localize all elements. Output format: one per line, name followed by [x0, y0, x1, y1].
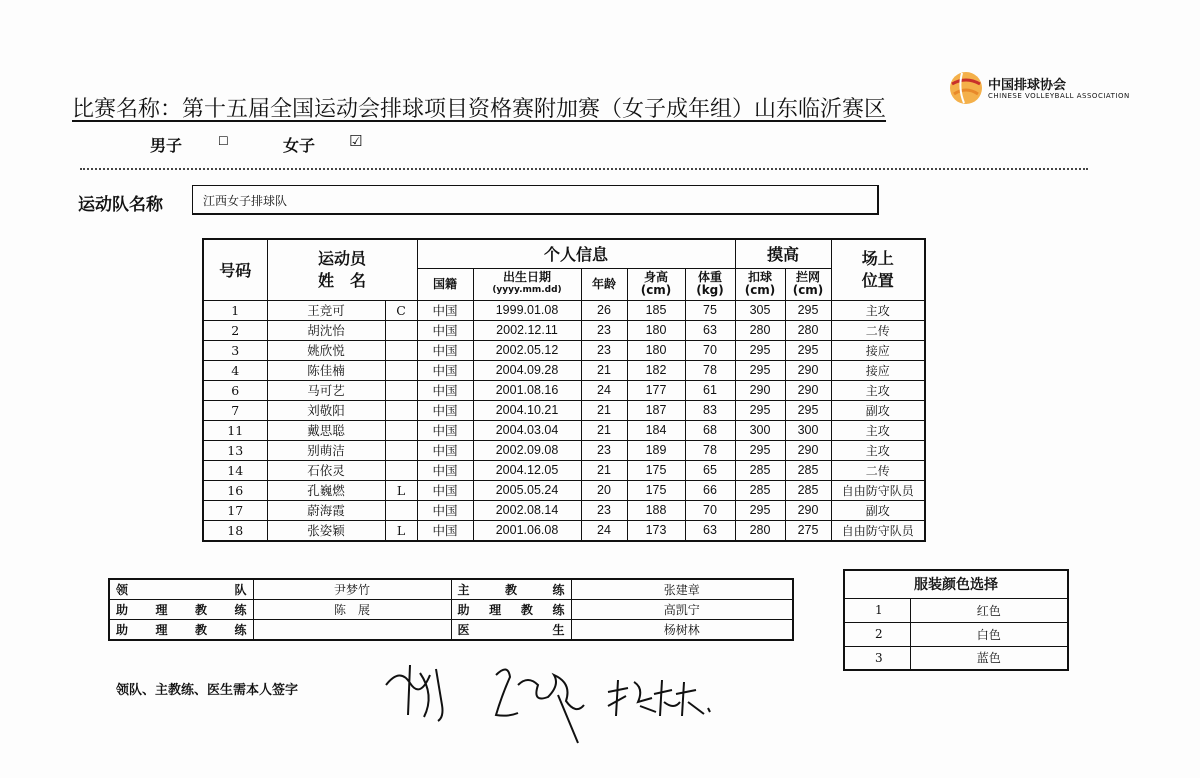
player-block-cell: 290	[785, 440, 831, 460]
player-mark-cell	[385, 500, 417, 520]
player-birth-cell: 2002.05.12	[473, 340, 581, 360]
staff-table	[108, 578, 794, 641]
player-weight-cell: 61	[685, 380, 735, 400]
player-row	[203, 380, 925, 400]
staff-row	[109, 579, 793, 600]
header-nationality: 国籍	[417, 268, 473, 300]
player-nationality-cell: 中国	[417, 320, 473, 340]
player-height-cell: 184	[627, 420, 685, 440]
header-height-unit: (cm)	[640, 283, 672, 297]
staff-row	[109, 620, 793, 641]
player-age-cell: 23	[581, 500, 627, 520]
male-checkbox[interactable]: ☐	[218, 134, 229, 148]
player-nationality-cell: 中国	[417, 500, 473, 520]
player-spike-cell: 305	[735, 300, 785, 320]
header-block	[785, 268, 831, 300]
player-number-cell: 2	[203, 320, 267, 340]
player-row	[203, 340, 925, 360]
player-name-cell: 刘敬阳	[267, 400, 385, 420]
player-mark-cell	[385, 460, 417, 480]
staff-role-right-cell: 主教练	[451, 579, 571, 600]
staff-name-left-cell	[253, 620, 451, 641]
player-height-cell: 189	[627, 440, 685, 460]
player-age-cell: 23	[581, 440, 627, 460]
player-age-cell: 24	[581, 380, 627, 400]
header-weight-unit: (kg)	[696, 283, 724, 297]
staff-name-left-cell: 陈 展	[253, 600, 451, 620]
player-row	[203, 520, 925, 541]
uniform-option-color: 红色	[910, 598, 1068, 622]
player-height-cell: 180	[627, 340, 685, 360]
team-label: 运动队名称	[78, 195, 163, 215]
uniform-option-color: 白色	[910, 622, 1068, 646]
player-weight-cell: 78	[685, 360, 735, 380]
player-spike-cell: 280	[735, 320, 785, 340]
signature-note: 领队、主教练、医生需本人签字	[116, 683, 299, 698]
player-age-cell: 21	[581, 360, 627, 380]
player-birth-cell: 1999.01.08	[473, 300, 581, 320]
player-weight-cell: 78	[685, 440, 735, 460]
player-number-cell: 18	[203, 520, 267, 541]
player-mark-cell	[385, 320, 417, 340]
player-mark-cell	[385, 440, 417, 460]
header-athlete-line2: 姓 名	[317, 270, 366, 290]
competition-title: 比赛名称：第十五届全国运动会排球项目资格赛附加赛（女子成年组）山东临沂赛区	[72, 97, 887, 122]
player-mark-cell: C	[385, 300, 417, 320]
uniform-color-table	[843, 569, 1069, 671]
staff-role-left-cell: 领队	[109, 579, 253, 600]
player-nationality-cell: 中国	[417, 460, 473, 480]
player-birth-cell: 2004.12.05	[473, 460, 581, 480]
female-checkbox[interactable]: ☑	[349, 132, 363, 150]
staff-name-left-cell: 尹梦竹	[253, 579, 451, 600]
staff-name-right-cell: 张建章	[571, 579, 793, 600]
logo-text: 中国排球协会	[988, 78, 1067, 93]
player-nationality-cell: 中国	[417, 380, 473, 400]
player-mark-cell	[385, 360, 417, 380]
player-spike-cell: 295	[735, 400, 785, 420]
player-name-cell: 姚欣悦	[267, 340, 385, 360]
player-age-cell: 23	[581, 340, 627, 360]
logo-subtitle: CHINESE VOLLEYBALL ASSOCIATION	[988, 92, 1130, 100]
player-number-cell: 16	[203, 480, 267, 500]
player-age-cell: 21	[581, 420, 627, 440]
player-name-cell: 蔚海霞	[267, 500, 385, 520]
player-nationality-cell: 中国	[417, 300, 473, 320]
uniform-title: 服装颜色选择	[844, 570, 1068, 598]
player-row	[203, 480, 925, 500]
header-personal-info: 个人信息	[417, 239, 735, 268]
player-name-cell: 石依灵	[267, 460, 385, 480]
header-position-line1: 场上	[861, 248, 894, 268]
player-row	[203, 360, 925, 380]
player-birth-cell: 2004.10.21	[473, 400, 581, 420]
staff-name-right-cell: 杨树林	[571, 620, 793, 641]
player-birth-cell: 2001.08.16	[473, 380, 581, 400]
player-birth-cell: 2004.09.28	[473, 360, 581, 380]
player-name-cell: 别萌洁	[267, 440, 385, 460]
staff-row	[109, 600, 793, 620]
player-position-cell: 主攻	[831, 300, 925, 320]
player-name-cell: 戴思聪	[267, 420, 385, 440]
player-age-cell: 23	[581, 320, 627, 340]
player-mark-cell	[385, 340, 417, 360]
player-row	[203, 500, 925, 520]
player-weight-cell: 70	[685, 340, 735, 360]
header-spike-label: 扣球	[747, 270, 772, 284]
player-number-cell: 6	[203, 380, 267, 400]
header-spike-unit: (cm)	[744, 283, 776, 297]
player-name-cell: 陈佳楠	[267, 360, 385, 380]
player-birth-cell: 2005.05.24	[473, 480, 581, 500]
player-mark-cell: L	[385, 480, 417, 500]
player-name-cell: 马可艺	[267, 380, 385, 400]
header-athlete-line1: 运动员	[317, 248, 366, 268]
player-birth-cell: 2004.03.04	[473, 420, 581, 440]
player-block-cell: 295	[785, 400, 831, 420]
player-position-cell: 副攻	[831, 400, 925, 420]
player-age-cell: 20	[581, 480, 627, 500]
player-height-cell: 187	[627, 400, 685, 420]
player-number-cell: 13	[203, 440, 267, 460]
player-weight-cell: 70	[685, 500, 735, 520]
player-weight-cell: 83	[685, 400, 735, 420]
player-age-cell: 21	[581, 460, 627, 480]
header-age: 年龄	[581, 268, 627, 300]
player-position-cell: 自由防守队员	[831, 520, 925, 541]
roster-body	[203, 300, 925, 541]
player-spike-cell: 290	[735, 380, 785, 400]
player-spike-cell: 295	[735, 340, 785, 360]
header-weight-label: 体重	[697, 270, 722, 284]
player-number-cell: 7	[203, 400, 267, 420]
staff-role-left-cell: 助理教练	[109, 620, 253, 641]
player-height-cell: 185	[627, 300, 685, 320]
player-spike-cell: 285	[735, 460, 785, 480]
player-block-cell: 290	[785, 360, 831, 380]
player-height-cell: 173	[627, 520, 685, 541]
player-spike-cell: 285	[735, 480, 785, 500]
player-block-cell: 290	[785, 380, 831, 400]
header-position-line2: 位置	[861, 270, 894, 290]
header-weight	[685, 268, 735, 300]
header-position	[831, 239, 925, 300]
player-row	[203, 440, 925, 460]
uniform-option-number: 1	[844, 598, 910, 622]
header-spike	[735, 268, 785, 300]
player-position-cell: 主攻	[831, 380, 925, 400]
player-block-cell: 285	[785, 480, 831, 500]
player-weight-cell: 63	[685, 320, 735, 340]
header-athlete	[267, 239, 417, 300]
player-row	[203, 400, 925, 420]
female-label: 女子	[283, 136, 316, 155]
player-spike-cell: 295	[735, 500, 785, 520]
player-nationality-cell: 中国	[417, 420, 473, 440]
player-height-cell: 175	[627, 460, 685, 480]
header-block-unit: (cm)	[792, 283, 824, 297]
uniform-option-color: 蓝色	[910, 646, 1068, 670]
uniform-options	[844, 598, 1068, 670]
player-position-cell: 接应	[831, 340, 925, 360]
header-birth	[473, 268, 581, 300]
player-age-cell: 24	[581, 520, 627, 541]
player-height-cell: 182	[627, 360, 685, 380]
player-block-cell: 295	[785, 340, 831, 360]
separator-line	[80, 168, 1088, 170]
player-height-cell: 175	[627, 480, 685, 500]
player-weight-cell: 66	[685, 480, 735, 500]
player-number-cell: 3	[203, 340, 267, 360]
cva-logo	[948, 68, 1130, 108]
player-spike-cell: 295	[735, 360, 785, 380]
player-number-cell: 17	[203, 500, 267, 520]
signature-team-leader	[380, 655, 460, 725]
player-spike-cell: 300	[735, 420, 785, 440]
player-mark-cell	[385, 400, 417, 420]
signature-doctor	[604, 672, 724, 722]
player-nationality-cell: 中国	[417, 360, 473, 380]
player-block-cell: 295	[785, 300, 831, 320]
staff-name-right-cell: 高凯宁	[571, 600, 793, 620]
team-name-field[interactable]	[192, 185, 879, 215]
player-position-cell: 接应	[831, 360, 925, 380]
player-name-cell: 王竞可	[267, 300, 385, 320]
player-birth-cell: 2002.12.11	[473, 320, 581, 340]
player-position-cell: 副攻	[831, 500, 925, 520]
header-birth-label: 出生日期	[502, 270, 551, 284]
player-nationality-cell: 中国	[417, 440, 473, 460]
uniform-option-row	[844, 646, 1068, 670]
male-label: 男子	[150, 136, 183, 155]
player-spike-cell: 280	[735, 520, 785, 541]
staff-role-right-cell: 医生	[451, 620, 571, 641]
player-birth-cell: 2001.06.08	[473, 520, 581, 541]
player-row	[203, 420, 925, 440]
player-weight-cell: 63	[685, 520, 735, 541]
player-block-cell: 290	[785, 500, 831, 520]
header-birth-format: (yyyy.mm.dd)	[492, 285, 562, 295]
player-height-cell: 177	[627, 380, 685, 400]
player-row	[203, 460, 925, 480]
player-row	[203, 300, 925, 320]
player-nationality-cell: 中国	[417, 520, 473, 541]
uniform-option-number: 2	[844, 622, 910, 646]
player-nationality-cell: 中国	[417, 480, 473, 500]
player-height-cell: 188	[627, 500, 685, 520]
player-weight-cell: 65	[685, 460, 735, 480]
player-weight-cell: 68	[685, 420, 735, 440]
player-block-cell: 275	[785, 520, 831, 541]
player-nationality-cell: 中国	[417, 340, 473, 360]
player-spike-cell: 295	[735, 440, 785, 460]
header-height-label: 身高	[643, 270, 668, 284]
staff-role-left-cell: 助理教练	[109, 600, 253, 620]
player-block-cell: 280	[785, 320, 831, 340]
player-weight-cell: 75	[685, 300, 735, 320]
player-nationality-cell: 中国	[417, 400, 473, 420]
volleyball-logo-icon	[948, 70, 984, 106]
signature-head-coach	[488, 655, 588, 745]
player-number-cell: 11	[203, 420, 267, 440]
player-mark-cell: L	[385, 520, 417, 541]
player-birth-cell: 2002.08.14	[473, 500, 581, 520]
uniform-option-row	[844, 622, 1068, 646]
player-birth-cell: 2002.09.08	[473, 440, 581, 460]
player-mark-cell	[385, 420, 417, 440]
player-block-cell: 285	[785, 460, 831, 480]
player-position-cell: 二传	[831, 460, 925, 480]
player-position-cell: 主攻	[831, 440, 925, 460]
header-number: 号码	[203, 239, 267, 300]
roster-table	[202, 238, 926, 542]
player-position-cell: 主攻	[831, 420, 925, 440]
player-mark-cell	[385, 380, 417, 400]
uniform-option-row	[844, 598, 1068, 622]
staff-body	[109, 579, 793, 640]
player-position-cell: 自由防守队员	[831, 480, 925, 500]
player-number-cell: 1	[203, 300, 267, 320]
player-number-cell: 4	[203, 360, 267, 380]
player-number-cell: 14	[203, 460, 267, 480]
header-reach: 摸高	[735, 239, 831, 268]
player-position-cell: 二传	[831, 320, 925, 340]
uniform-option-number: 3	[844, 646, 910, 670]
player-age-cell: 21	[581, 400, 627, 420]
header-block-label: 拦网	[795, 270, 820, 284]
team-name: 江西女子排球队	[203, 194, 288, 208]
player-block-cell: 300	[785, 420, 831, 440]
player-name-cell: 胡沈怡	[267, 320, 385, 340]
player-height-cell: 180	[627, 320, 685, 340]
staff-role-right-cell: 助理教练	[451, 600, 571, 620]
player-name-cell: 孔巍燃	[267, 480, 385, 500]
header-height	[627, 268, 685, 300]
player-age-cell: 26	[581, 300, 627, 320]
player-name-cell: 张姿颖	[267, 520, 385, 541]
player-row	[203, 320, 925, 340]
